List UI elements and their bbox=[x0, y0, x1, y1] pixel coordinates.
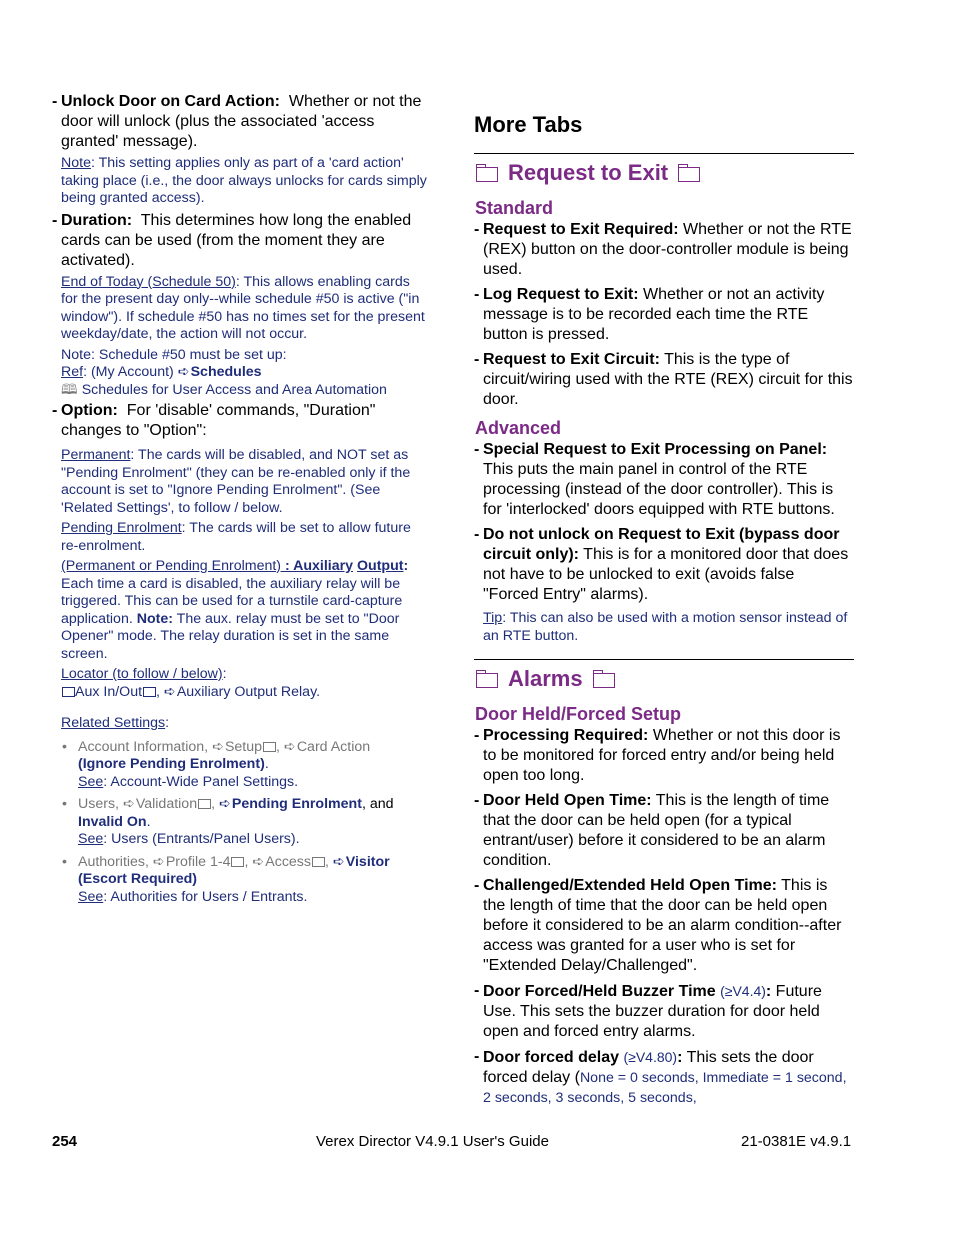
footer-doc-id: 21-0381E v4.9.1 bbox=[741, 1133, 852, 1150]
section-divider bbox=[474, 153, 854, 154]
option-item: - Option: For 'disable' commands, "Duration" changes to "Option": bbox=[52, 402, 376, 439]
see-text: : Account-Wide Panel Settings. bbox=[103, 773, 299, 790]
item-text: This puts the main panel in control of the RTE processing (instead of the door controller). This is for 'interlocked' doors equipped with RTE buttons. bbox=[483, 461, 835, 518]
item-label: Option: bbox=[61, 402, 118, 419]
note-text: : This setting applies only as part of a 'card action' taking place (i.e., the door always unlocks for cards simply being granted access). bbox=[61, 155, 427, 206]
item-text: This is the length of time that the door can be held open (for a typical entrant/user) before it considered to be an alarm condition. bbox=[483, 792, 830, 869]
item-text: Whether or not an activity message is to be recorded each time the RTE button is pressed. bbox=[483, 286, 825, 343]
rel-path: Validation bbox=[135, 796, 198, 812]
arrow-icon: ➪ bbox=[163, 683, 176, 700]
section-divider bbox=[474, 659, 854, 660]
rel-path: Card Action bbox=[296, 738, 371, 755]
alarms-title bbox=[476, 662, 854, 696]
rel-path: Profile 1-4 bbox=[165, 853, 231, 870]
folder-icon bbox=[593, 673, 615, 688]
forced-delay-item: - Door forced delay (≥V4.80): This sets the door forced delay (None = 0 seconds, Immediate = 1 second, 2 seconds, 3 seconds, 5 seconds, bbox=[474, 1048, 847, 1106]
rel-setting: (Escort Required) bbox=[78, 871, 198, 887]
alarm-item: - Processing Required: Whether or not this door is to be monitored for forced entry and/or being held open too long. bbox=[474, 727, 841, 784]
eot-text: : This allows enabling cards for the present day only--while schedule #50 is active ("in window"). If schedule #50 has no times set for the present weekday/date, the action will not occur. bbox=[61, 273, 425, 342]
rte-adv-item: - Special Request to Exit Processing on Panel: This puts the main panel in control of the RTE processing (instead of the door controller). This is for 'interlocked' doors equipped with RTE buttons. bbox=[474, 441, 835, 518]
version-badge: (≥V4.80) bbox=[623, 1049, 678, 1065]
rte-item: - Log Request to Exit: Whether or not an activity message is to be recorded each time the RTE button is pressed. bbox=[474, 286, 825, 343]
permanent-text: : The cards will be disabled, and NOT set as "Pending Enrolment" (they can be re-enabled only if the account is set to "Ignore Pending Enrolment". (See 'Related Settings', to follow / below. bbox=[61, 447, 411, 516]
item-label: Request to Exit Required: bbox=[483, 221, 679, 238]
see-link[interactable]: See bbox=[78, 831, 104, 847]
rel-setting: Invalid On bbox=[78, 813, 147, 830]
end-of-today-note bbox=[52, 274, 430, 344]
rel-path: Setup bbox=[224, 738, 263, 755]
advanced-subheading: Advanced bbox=[475, 418, 562, 438]
folder-icon bbox=[678, 167, 700, 182]
item-label: Special Request to Exit Processing on Panel: bbox=[483, 441, 828, 458]
item-text: Future Use. This sets the buzzer duration for door held open and forced entry alarms. bbox=[483, 983, 822, 1040]
item-text: This sets the door forced delay ( bbox=[483, 1049, 814, 1086]
version-badge: (≥V4.4) bbox=[720, 983, 766, 999]
item-label: Do not unlock on Request to Exit (bypass door circuit only): bbox=[483, 526, 840, 563]
rte-adv-item: - Do not unlock on Request to Exit (bypass door circuit only): This is for a monitored door that does not have to be unlocked to exit (avoids false "Forced Entry" alarms). bbox=[474, 526, 849, 603]
pending-link[interactable]: Pending Enrolment bbox=[61, 520, 182, 536]
aux-text: Each time a card is disabled, the auxiliary relay will be triggered. This can be used for a turnstile card-capture application. bbox=[61, 575, 403, 627]
section-title-text: Alarms bbox=[508, 666, 583, 691]
item-text: This is for a monitored door that does not have to be unlocked to exit (avoids false "Forced Entry" alarms). bbox=[483, 546, 849, 603]
unlock-door-item: - Unlock Door on Card Action: Whether or not the door will unlock (plus the associated 'access granted' message). bbox=[52, 93, 422, 150]
buzzer-item: - Door Forced/Held Buzzer Time (≥V4.4): Future Use. This sets the buzzer duration for door held open and forced entry alarms. bbox=[474, 982, 822, 1040]
book-icon: 🕮 bbox=[61, 381, 78, 398]
rel-setting: Pending Enrolment bbox=[231, 796, 362, 812]
alarm-item: - Door Held Open Time: This is the length of time that the door can be held open (for a typical entrant/user) before it considered to be an alarm condition. bbox=[474, 792, 830, 869]
item-label: Duration: bbox=[61, 211, 133, 229]
item-text: Whether or not the RTE (REX) button on the door-controller module is being used. bbox=[483, 221, 852, 278]
related-item: • Account Information, ➪Setup , ➪Card Action (Ignore Pending Enrolment). See: Account-Wide Panel Settings. bbox=[78, 739, 430, 792]
item-text: Whether or not this door is to be monitored for forced entry and/or being held open too long. bbox=[483, 727, 841, 784]
locator-sep: , bbox=[156, 683, 164, 700]
folder-icon bbox=[143, 687, 156, 697]
item-text: Whether or not the door will unlock (plus the associated 'access granted' message). bbox=[61, 93, 422, 150]
tip-text: : This can also be used with a motion sensor instead of an RTE button. bbox=[483, 610, 848, 644]
rte-item: - Request to Exit Circuit: This is the type of circuit/wiring used with the RTE (REX) circuit for this door. bbox=[474, 351, 853, 408]
schedule-note-text: Note: Schedule #50 must be set up: bbox=[61, 346, 287, 363]
item-text: This determines how long the enabled cards can be used (from the moment they are activated). bbox=[61, 211, 412, 269]
aux-link-c[interactable]: Output bbox=[357, 558, 404, 574]
rel-path: Users, bbox=[78, 796, 123, 812]
item-text: For 'disable' commands, "Duration" changes to "Option": bbox=[61, 402, 376, 439]
folder-icon bbox=[476, 167, 498, 182]
locator-part-1: Aux In/Out bbox=[75, 683, 143, 700]
ref-text: : (My Account) bbox=[83, 364, 174, 380]
aux-link-b[interactable]: : Auxiliary bbox=[281, 558, 354, 574]
book-line bbox=[61, 382, 430, 400]
item-label: Challenged/Extended Held Open Time: bbox=[483, 877, 777, 894]
folder-icon bbox=[476, 673, 498, 688]
permanent-link[interactable]: Permanent bbox=[61, 447, 131, 463]
folder-icon bbox=[62, 687, 75, 697]
aux-output-note: (Permanent or Pending Enrolment) : Auxiliary Output: Each time a card is disabled, the auxiliary relay will be triggered. This can be used for a turnstile card-capture application. Note: The aux. relay must be set to "Door Opener" mode. The relay duration is set in the same screen. bbox=[61, 558, 409, 662]
item-label: Door Held Open Time: bbox=[483, 792, 652, 809]
arrow-icon: ➪ bbox=[177, 364, 190, 380]
locator-colon: : bbox=[222, 666, 227, 682]
locator-link[interactable]: Locator (to follow / below) bbox=[61, 666, 223, 682]
left-column bbox=[52, 92, 430, 911]
eot-link[interactable]: End of Today (Schedule 50) bbox=[61, 273, 236, 290]
item-label: Door Forced/Held Buzzer Time bbox=[483, 983, 716, 1000]
alarm-item: - Challenged/Extended Held Open Time: This is the length of time that the door can be held open before it considered to be an alarm condition--after access was granted for a user who is set for "Extended Delay/Challenged". bbox=[474, 877, 842, 974]
ref-link[interactable]: Ref bbox=[61, 364, 84, 380]
item-label: Processing Required: bbox=[483, 727, 649, 744]
see-link[interactable]: See bbox=[78, 773, 104, 790]
page-number: 254 bbox=[52, 1133, 78, 1150]
aux-note-label: Note: bbox=[136, 610, 173, 627]
request-to-exit-title bbox=[476, 156, 854, 190]
rel-path: Authorities, bbox=[78, 853, 153, 870]
related-item: • Authorities, ➪Profile 1-4 , ➪Access , ➪Visitor (Escort Required) See: Authorities for Users / Entrants. bbox=[78, 854, 430, 907]
book-title[interactable]: Schedules for User Access and Area Automation bbox=[81, 381, 387, 398]
see-text: : Users (Entrants/Panel Users). bbox=[103, 831, 300, 847]
related-link[interactable]: Related Settings bbox=[61, 715, 166, 731]
see-text: : Authorities for Users / Entrants. bbox=[103, 888, 308, 905]
ref-line bbox=[61, 364, 430, 382]
schedules-link[interactable]: Schedules bbox=[190, 364, 262, 380]
item-label: Unlock Door on Card Action: bbox=[61, 93, 280, 110]
rel-setting: Visitor bbox=[345, 853, 390, 870]
rel-and: , and bbox=[361, 796, 394, 812]
rel-setting: (Ignore Pending Enrolment) bbox=[78, 756, 265, 772]
tip-note bbox=[474, 610, 854, 645]
related-settings-list bbox=[52, 739, 430, 907]
pending-note bbox=[52, 520, 430, 555]
right-column bbox=[474, 92, 854, 1111]
schedule-note bbox=[52, 347, 430, 400]
locator-note bbox=[52, 666, 430, 701]
pending-text: : The cards will be set to allow future re-enrolment. bbox=[61, 520, 411, 554]
locator-part-2: Auxiliary Output Relay. bbox=[176, 683, 321, 700]
permanent-note bbox=[52, 447, 430, 517]
aux-text-2: The aux. relay must be set to "Door Opener" mode. The relay duration is set in the same screen. bbox=[61, 610, 400, 662]
delay-options: None = 0 seconds, Immediate = 1 second, 2 seconds, 3 seconds, 5 seconds, bbox=[483, 1070, 847, 1106]
duration-item: - Duration: This determines how long the enabled cards can be used (from the moment they are activated). bbox=[52, 211, 412, 269]
unlock-note bbox=[52, 155, 430, 208]
item-label: Door forced delay bbox=[483, 1049, 620, 1066]
item-label: Log Request to Exit: bbox=[483, 286, 639, 303]
related-settings-heading: Related Settings: bbox=[61, 715, 170, 731]
item-text: This is the type of circuit/wiring used with the RTE (REX) circuit for this door. bbox=[483, 351, 853, 408]
see-link[interactable]: See bbox=[78, 888, 104, 905]
standard-subheading: Standard bbox=[475, 198, 554, 218]
section-title-text: Request to Exit bbox=[508, 160, 669, 185]
item-label: Request to Exit Circuit: bbox=[483, 351, 660, 368]
related-item: • Users, ➪Validation , ➪Pending Enrolment, and Invalid On. See: Users (Entrants/Panel Users). bbox=[78, 796, 430, 849]
more-tabs-heading: More Tabs bbox=[474, 112, 583, 137]
rel-path: Access bbox=[265, 853, 311, 870]
aux-link-a[interactable]: (Permanent or Pending Enrolment) bbox=[61, 558, 282, 574]
rte-item: - Request to Exit Required: Whether or not the RTE (REX) button on the door-controller module is being used. bbox=[474, 221, 852, 278]
door-held-subheading: Door Held/Forced Setup bbox=[475, 704, 682, 724]
item-text: This is the length of time that the door can be held open before it considered to be an alarm condition--after access was granted for a user who is set for "Extended Delay/Challenged". bbox=[483, 877, 842, 974]
tip-link[interactable]: Tip bbox=[483, 610, 503, 626]
note-link[interactable]: Note bbox=[61, 155, 91, 171]
footer-title: Verex Director V4.9.1 User's Guide bbox=[316, 1133, 549, 1150]
rel-path: Account Information, bbox=[78, 738, 213, 755]
